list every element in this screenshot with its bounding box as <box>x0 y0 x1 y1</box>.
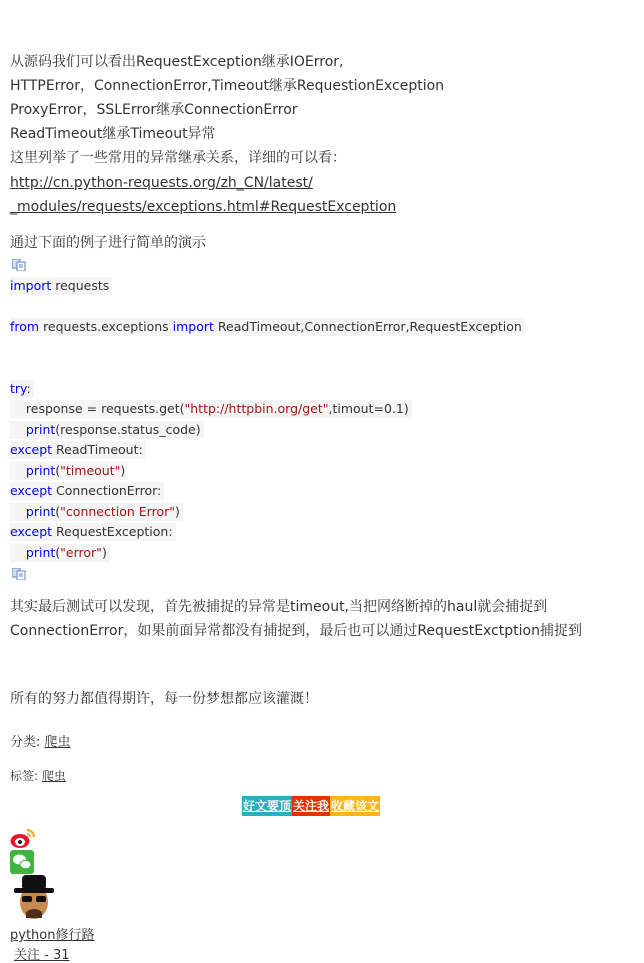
following-count-link[interactable]: 关注 - 31 <box>14 948 70 963</box>
conclusion-line: ConnectionError，如果前面异常都没有捕捉到，最后也可以通过RequestExctption捕捉到 <box>10 623 582 639</box>
author-name-link[interactable]: python修行路 <box>10 928 95 943</box>
action-buttons <box>242 796 380 816</box>
code-line: from requests.exceptions import ReadTimeout,ConnectionError,RequestException <box>10 318 525 336</box>
wechat-icon[interactable] <box>10 850 34 874</box>
favorite-button[interactable]: 收藏该文 <box>330 796 380 816</box>
copy-code-icon[interactable] <box>12 259 26 271</box>
follow-button[interactable]: 关注我 <box>292 796 330 816</box>
code-line: except ConnectionError: <box>10 482 164 500</box>
code-line: except ReadTimeout: <box>10 441 146 459</box>
author-avatar[interactable] <box>10 874 58 922</box>
intro-line: ProxyError，SSLError继承ConnectionError <box>10 102 298 118</box>
docs-link-cont[interactable]: _modules/requests/exceptions.html#RequestException <box>10 199 397 215</box>
digg-button[interactable]: 好文要顶 <box>242 796 292 816</box>
intro-line: HTTPError，ConnectionError,Timeout继承RequestionException <box>10 78 445 94</box>
tag-link[interactable]: 爬虫 <box>41 769 66 783</box>
tag-label: 标签: <box>10 769 42 783</box>
copy-code-icon[interactable] <box>12 568 26 580</box>
intro-line: 从源码我们可以看出RequestException继承IOError, <box>10 54 344 70</box>
code-line: response = requests.get("http://httpbin.org/get",timout=0.1) <box>10 400 412 418</box>
intro-line: 这里列举了一些常用的异常继承关系，详细的可以看： <box>10 150 346 166</box>
code-line: print(response.status_code) <box>10 421 204 439</box>
docs-link[interactable]: http://cn.python-requests.org/zh_CN/latest/ <box>10 175 313 191</box>
code-line: try: <box>10 380 34 398</box>
code-line: import requests <box>10 277 112 295</box>
code-line: print("connection Error") <box>10 503 183 521</box>
intro-line: ReadTimeout继承Timeout异常 <box>10 126 216 142</box>
category-label: 分类: <box>10 735 45 750</box>
category-link[interactable]: 爬虫 <box>44 735 71 750</box>
conclusion-line: 其实最后测试可以发现，首先被捕捉的异常是timeout,当把网络断掉的haul就会捕捉到 <box>10 599 548 615</box>
motto: 所有的努力都值得期许，每一份梦想都应该灌溉！ <box>10 691 318 707</box>
code-line: print("timeout") <box>10 462 128 480</box>
demo-intro: 通过下面的例子进行简单的演示 <box>10 235 206 251</box>
code-line: print("error") <box>10 544 110 562</box>
code-line: except RequestException: <box>10 523 176 541</box>
weibo-icon[interactable] <box>10 827 36 849</box>
